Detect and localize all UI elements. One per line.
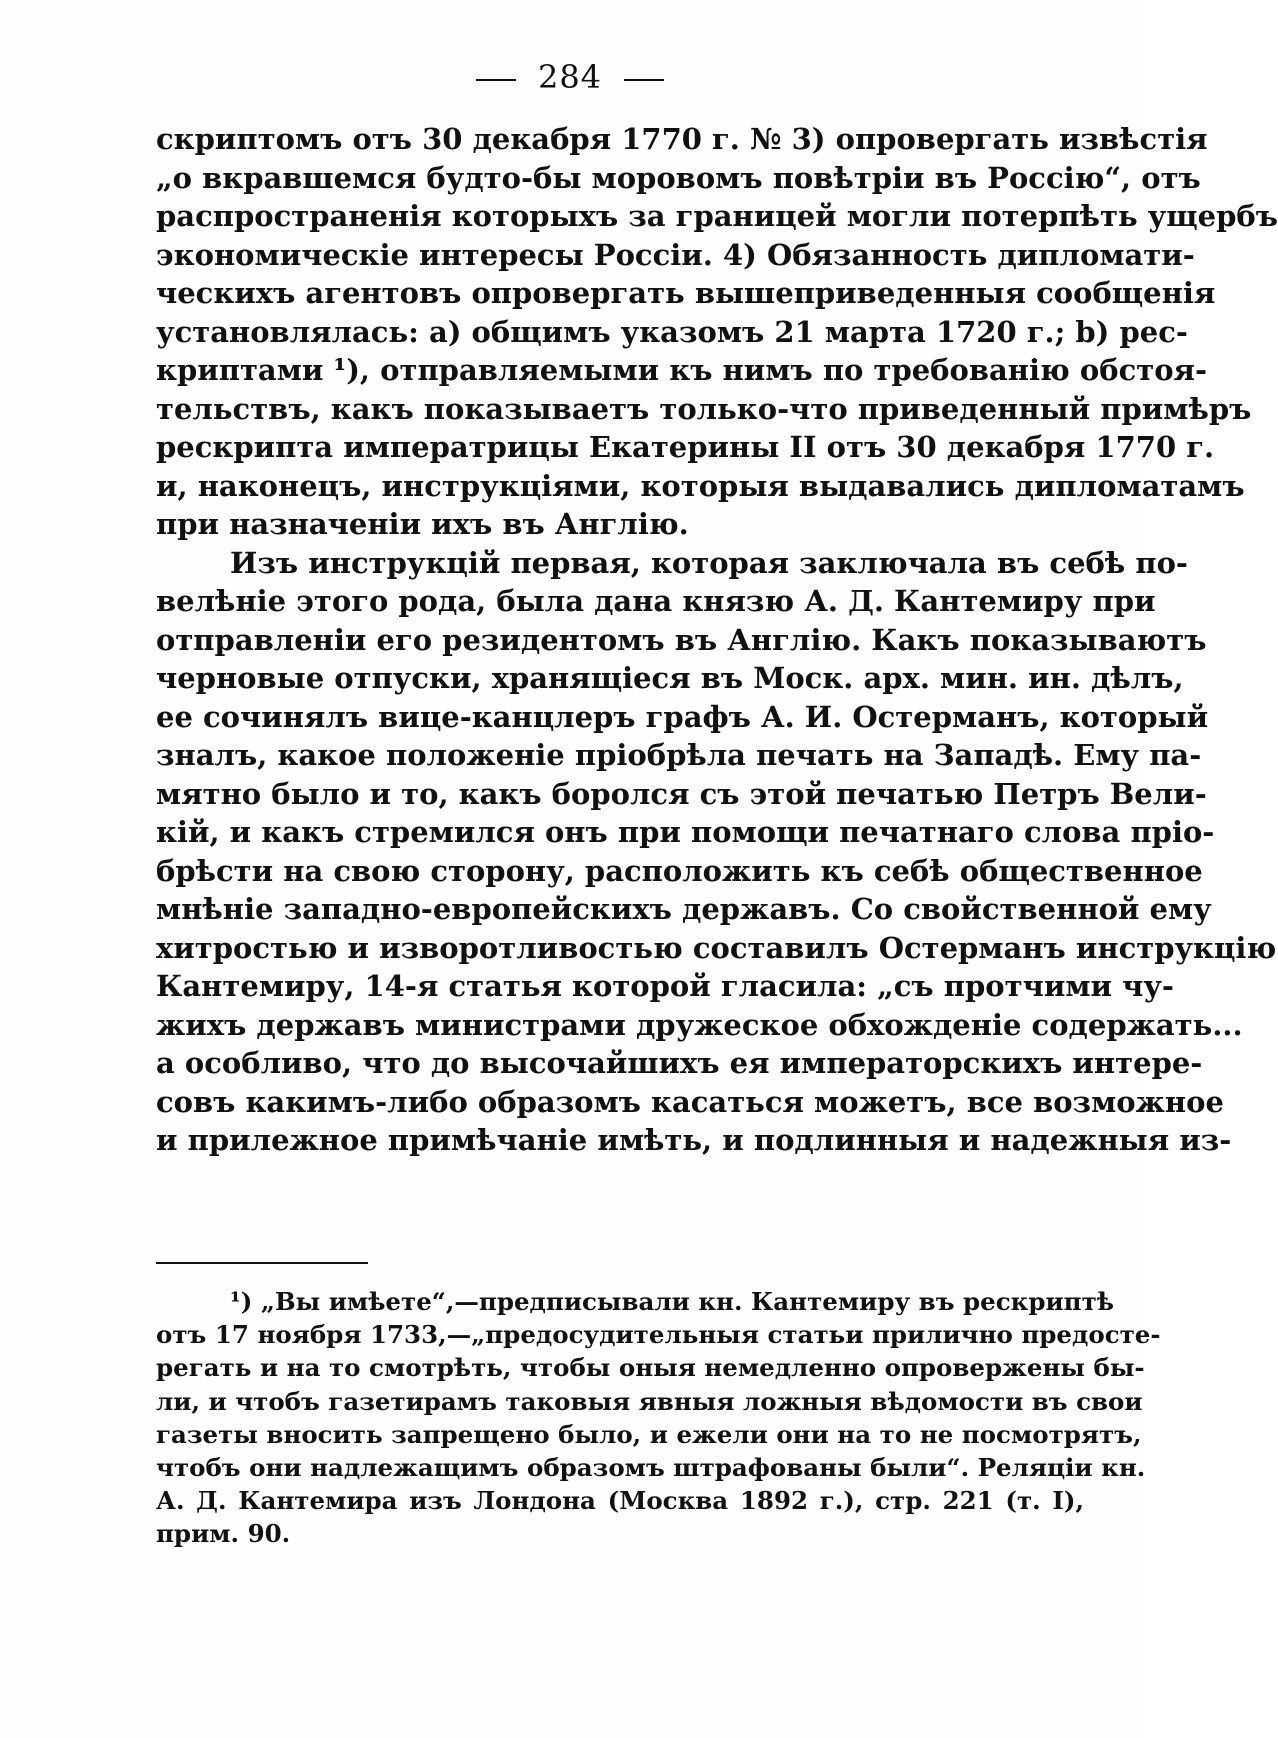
footnote-line: ¹) „Вы имѣете“,—предписывали кн. Кантемиру въ рескриптѣ (230, 1287, 1114, 1316)
text-line: кій, и какъ стремился онъ при помощи печатнаго слова пріо- (156, 815, 1215, 849)
footnote-separator (156, 1262, 368, 1264)
text-line: мнѣніе западно-европейскихъ державъ. Со свойственной ему (156, 892, 1212, 926)
text-line: „о вкравшемся будто-бы моровомъ повѣтріи въ Россію“, отъ (156, 160, 1201, 195)
page-header (0, 58, 1140, 96)
text-line: тельствъ, какъ показываетъ только-что приведенный примѣръ (156, 391, 1252, 426)
text-line: совъ какимъ-либо образомъ касаться можетъ, все возможное (156, 1084, 1224, 1119)
text-line: ее сочинялъ вице-канцлеръ графъ А. И. Остерманъ, который (156, 699, 1209, 734)
footnote-line: ли, и чтобъ газетирамъ таковыя явныя ложныя вѣдомости въ свои (156, 1386, 1143, 1416)
text-line: рескрипта императрицы Екатерины II отъ 30 декабря 1770 г. (156, 430, 1215, 464)
text-line: Изъ инструкцій первая, которая заключала въ себѣ по- (230, 545, 1188, 580)
text-line: жихъ державъ министрами дружеское обхожденіе содержать... (156, 1007, 1243, 1042)
text-line: а особливо, что до высочайшихъ ея императорскихъ интере- (156, 1046, 1203, 1080)
text-line: и прилежное примѣчаніе имѣть, и подлинныя и надежныя из- (156, 1123, 1232, 1157)
footnote-line: отъ 17 ноября 1733,—„предосудительныя статьи прилично предосте- (156, 1320, 1161, 1350)
page-number: 284 (537, 58, 603, 96)
text-line: установлялась: a) общимъ указомъ 21 марта 1720 г.; b) рес- (156, 314, 1188, 349)
text-line: мятно было и то, какъ боролся съ этой печатью Петръ Вели- (156, 776, 1207, 811)
footnote-line: газеты вносить запрещено было, и ежели они на то не посмотрятъ, (156, 1419, 1142, 1449)
header-dash-right (624, 79, 664, 81)
text-line: и, наконецъ, инструкціями, которыя выдавались дипломатамъ (156, 468, 1245, 503)
text-line: распространенія которыхъ за границей могли потерпѣть ущербъ (156, 199, 1278, 233)
text-line: криптами ¹), отправляемыми къ нимъ по требованію обстоя- (156, 353, 1207, 387)
footnote-line: чтобъ они надлежащимъ образомъ штрафованы были“. Реляціи кн. (156, 1452, 1146, 1482)
footnote-line: прим. 90. (156, 1519, 291, 1549)
text-line: скриптомъ отъ 30 декабря 1770 г. № 3) опровергать извѣстія (156, 122, 1208, 156)
footnotes (156, 1285, 1161, 1551)
text-line: хитростью и изворотливостью составилъ Остерманъ инструкцію (156, 930, 1277, 965)
footnote-line: А. Д. Кантемира изъ Лондона (Москва 1892 г.), стр. 221 (т. I), (156, 1486, 1084, 1516)
text-line: зналъ, какое положеніе пріобрѣла печать на Западѣ. Ему па- (156, 738, 1202, 772)
text-line: черновые отпуски, хранящіеся въ Моск. арх. мин. ин. дѣлъ, (156, 661, 1184, 695)
text-line: экономическіе интересы Россіи. 4) Обязанность дипломати- (156, 237, 1195, 272)
text-line: брѣсти на свою сторону, расположить къ себѣ общественное (156, 853, 1203, 888)
text-line: ческихъ агентовъ опровергать вышеприведенныя сообщенія (156, 276, 1216, 310)
footnote-line: регать и на то смотрѣть, чтобы оныя немедленно опровержены бы- (156, 1353, 1145, 1383)
text-line: отправленіи его резидентомъ въ Англію. Какъ показываютъ (156, 622, 1207, 657)
text-line: Кантемиру, 14-я статья которой гласила: „съ протчими чу- (156, 969, 1174, 1003)
main-text (156, 120, 1278, 1160)
text-line: велѣніе этого рода, была дана князю А. Д. Кантемиру при (156, 584, 1156, 618)
header-dash-left (476, 79, 516, 81)
text-line: при назначеніи ихъ въ Англію. (156, 507, 689, 541)
